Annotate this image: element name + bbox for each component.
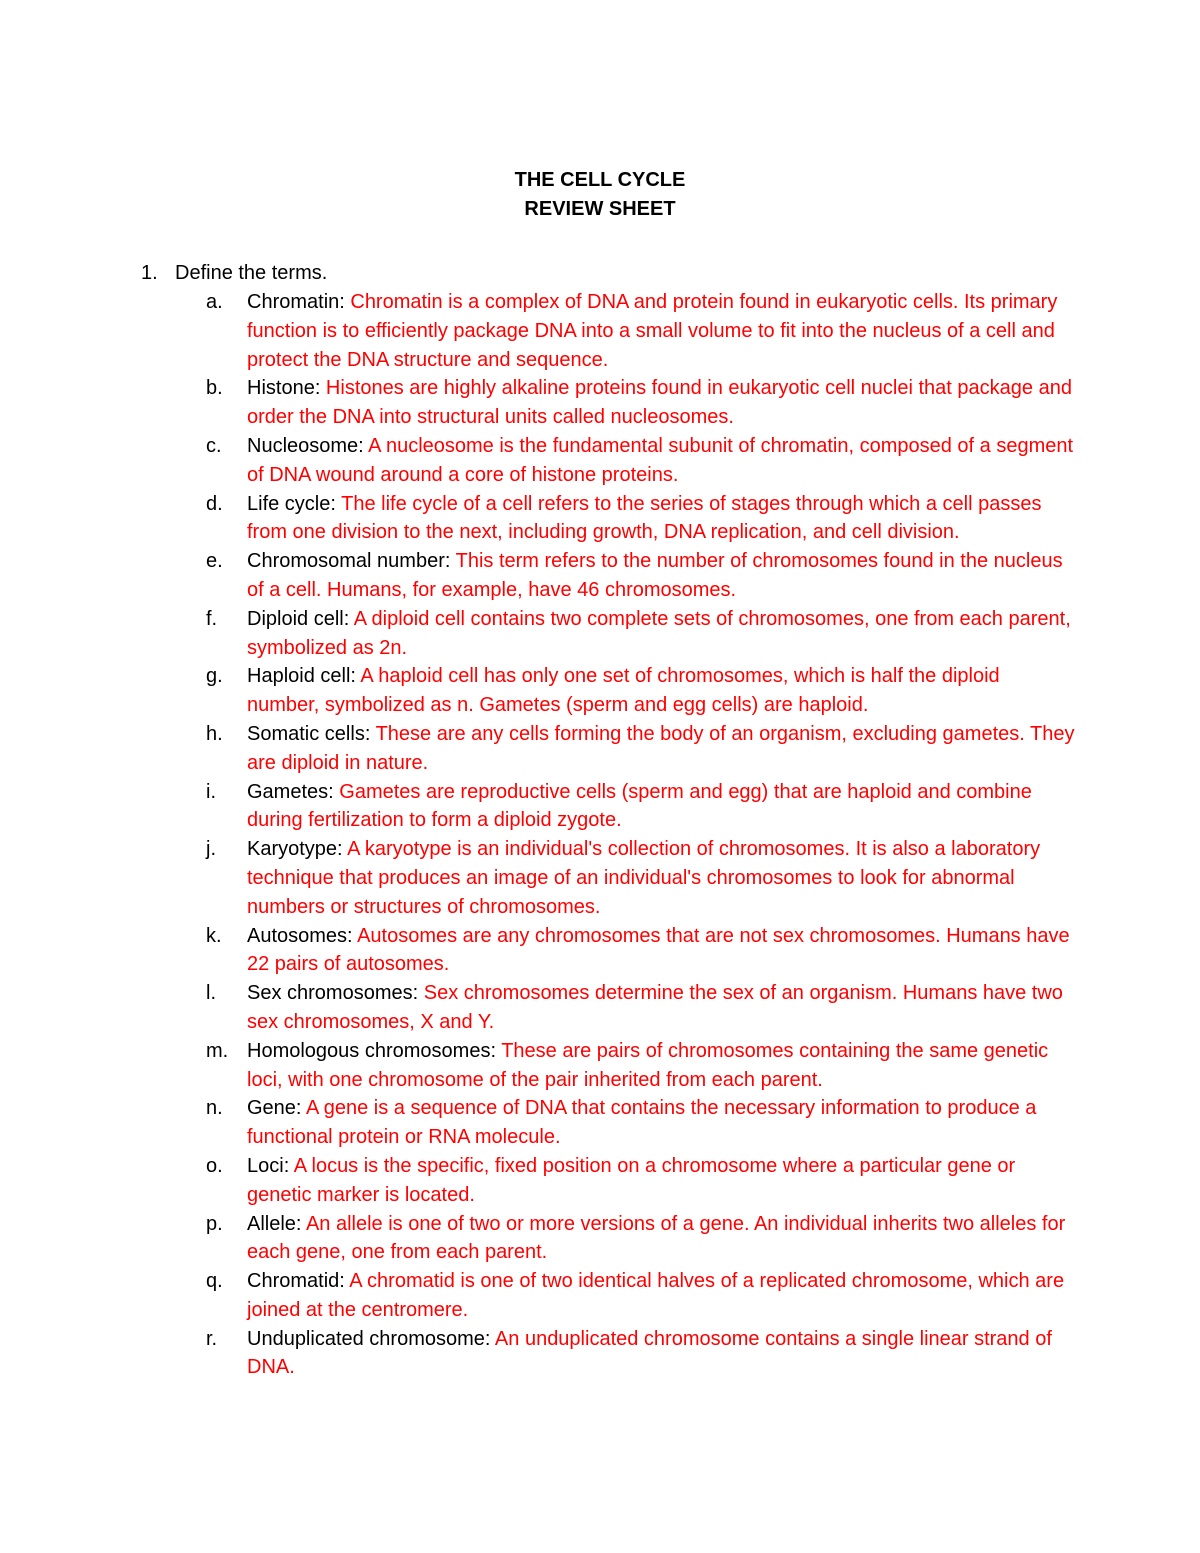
term-name: Gametes: [247,780,334,803]
term-letter: d. [206,492,223,515]
term-letter: g. [206,665,223,688]
list-item [206,778,1076,836]
list-item [206,1152,1076,1210]
term-letter: k. [206,924,222,947]
title-line-2: REVIEW SHEET [524,198,676,220]
term-definition: This term refers to the number of chromosomes found in the nucleus of a cell. Humans, for example, have 46 chromosomes. [247,550,1063,601]
term-letter: h. [206,722,223,745]
term-name: Autosomes: [247,924,353,947]
term-letter: b. [206,377,223,400]
list-item [206,1037,1076,1095]
term-letter: e. [206,550,223,573]
question-1 [141,259,1101,288]
term-letter: f. [206,607,218,630]
term-letter: o. [206,1154,223,1177]
term-letter: n. [206,1097,223,1120]
list-item [206,1325,1076,1383]
list-item [206,1210,1076,1268]
term-name: Chromatid: [247,1270,345,1293]
term-letter: l. [206,982,216,1005]
term-name: Loci: [247,1154,290,1177]
term-name: Histone: [247,377,321,400]
term-definition: These are pairs of chromosomes containing the same genetic loci, with one chromosome of the pair inherited from each parent. [247,1039,1049,1091]
list-item [206,432,1076,490]
term-name: Somatic cells: [247,722,371,745]
term-name: Sex chromosomes: [247,982,419,1005]
term-name: Diploid cell: [247,607,350,630]
list-item [206,288,1076,374]
term-definition: An unduplicated chromosome contains a single linear strand of DNA. [247,1327,1052,1379]
question-number: 1. [141,262,158,284]
term-letter: p. [206,1212,223,1235]
question-prompt: Define the terms. [175,262,328,284]
term-name: Allele: [247,1212,302,1235]
term-definition: Sex chromosomes determine the sex of an organism. Humans have two sex chromosomes, X and Y. [247,982,1063,1033]
terms-list [206,288,1076,1382]
term-definition: A haploid cell has only one set of chromosomes, which is half the diploid number, symbolized as n. Gametes (sperm and egg cells) are haploid. [247,665,1000,717]
term-name: Chromatin: [247,291,345,313]
document-title [0,166,1200,224]
term-letter: a. [206,291,223,313]
term-letter: j. [206,838,216,861]
list-item [206,1094,1076,1152]
list-item [206,720,1076,778]
term-name: Nucleosome: [247,434,364,457]
term-name: Haploid cell: [247,665,356,688]
title-line-1: THE CELL CYCLE [514,169,686,191]
term-letter: r. [206,1327,218,1350]
term-definition: An allele is one of two or more versions of a gene. An individual inherits two alleles for each gene, one from each parent. [247,1212,1066,1264]
term-definition: A chromatid is one of two identical halves of a replicated chromosome, which are joined at the centromere. [247,1270,1065,1321]
list-item [206,979,1076,1037]
list-item [206,662,1076,720]
term-definition: A gene is a sequence of DNA that contains the necessary information to produce a functional protein or RNA molecule. [247,1097,1037,1149]
term-definition: The life cycle of a cell refers to the series of stages through which a cell passes from one division to the next, including growth, DNA replication, and cell division. [247,492,1042,544]
term-name: Life cycle: [247,492,336,515]
term-definition: A karyotype is an individual's collection of chromosomes. It is also a laboratory technique that produces an image of an individual's chromosomes to look for abnormal numbers or structures of chromosomes. [247,838,1041,918]
term-letter: m. [206,1039,229,1062]
term-name: Chromosomal number: [247,550,451,573]
list-item [206,922,1076,980]
term-definition: A nucleosome is the fundamental subunit of chromatin, composed of a segment of DNA wound around a core of histone proteins. [247,434,1074,486]
term-definition: A diploid cell contains two complete sets of chromosomes, one from each parent, symbolized as 2n. [247,607,1071,659]
term-definition: Histones are highly alkaline proteins found in eukaryotic cell nuclei that package and order the DNA into structural units called nucleosomes. [247,377,1072,429]
list-item [206,374,1076,432]
term-letter: i. [206,780,216,803]
term-definition: Chromatin is a complex of DNA and protein found in eukaryotic cells. Its primary function is to efficiently package DNA into a small volume to fit into the nucleus of a cell and protect the DNA structure and sequence. [247,291,1058,371]
term-name: Unduplicated chromosome: [247,1327,491,1350]
list-item [206,605,1076,663]
term-name: Gene: [247,1097,302,1120]
list-item [206,490,1076,548]
list-item [206,547,1076,605]
list-item [206,835,1076,921]
term-definition: Autosomes are any chromosomes that are not sex chromosomes. Humans have 22 pairs of autosomes. [247,924,1070,976]
term-name: Karyotype: [247,838,343,861]
term-letter: c. [206,434,222,457]
term-letter: q. [206,1270,223,1293]
term-definition: These are any cells forming the body of an organism, excluding gametes. They are diploid in nature. [247,722,1075,774]
term-definition: A locus is the specific, fixed position on a chromosome where a particular gene or genetic marker is located. [247,1154,1016,1206]
list-item [206,1267,1076,1325]
term-definition: Gametes are reproductive cells (sperm and egg) that are haploid and combine during fertilization to form a diploid zygote. [247,780,1032,832]
term-name: Homologous chromosomes: [247,1039,496,1062]
